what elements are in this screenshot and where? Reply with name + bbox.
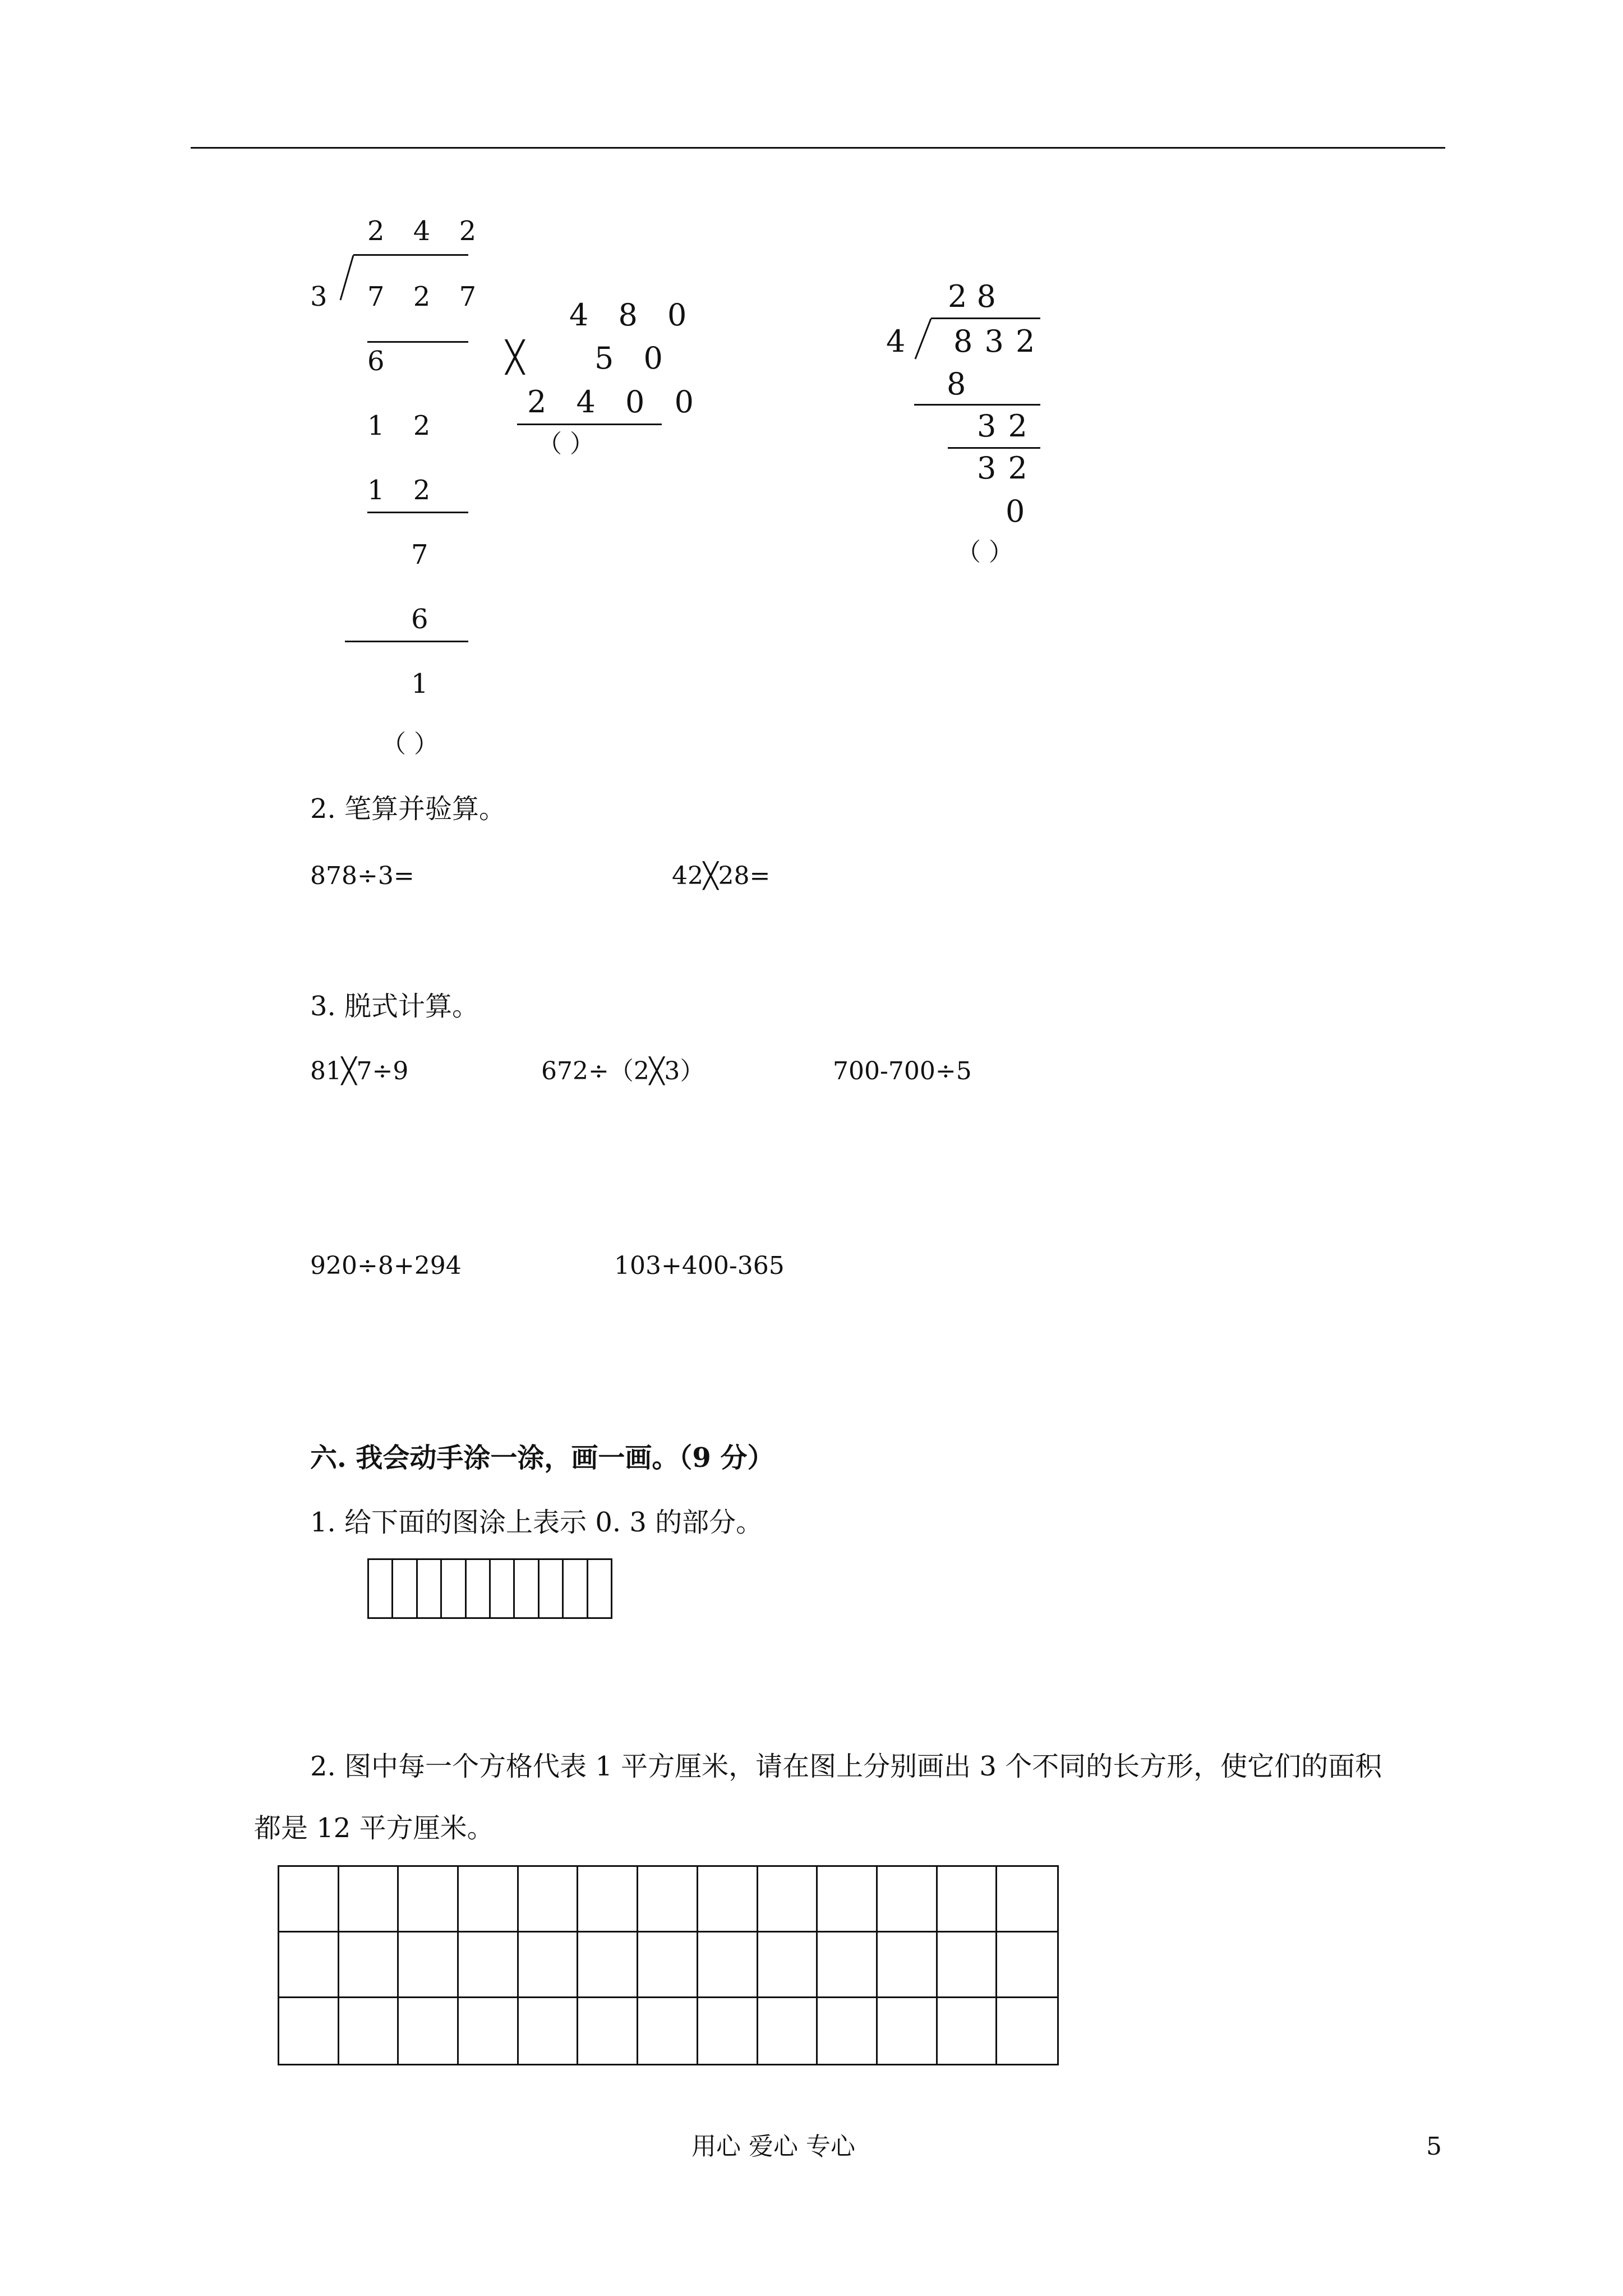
section2-problem-2: 42╳28= xyxy=(672,862,771,890)
grid-cell[interactable] xyxy=(459,1867,519,1932)
grid-cell[interactable] xyxy=(578,1867,638,1932)
division1-dividend: 7 2 7 xyxy=(367,281,487,312)
section2-problem-1: 878÷3= xyxy=(310,862,414,890)
division2-answer-paren: （ ） xyxy=(956,538,1013,567)
grid-cell[interactable] xyxy=(638,1998,698,2064)
division1-quotient: 2 4 2 xyxy=(367,215,487,247)
tenths-cell[interactable] xyxy=(540,1560,564,1617)
grid-cell[interactable] xyxy=(279,1932,339,1998)
multiplication-times-sign: ╳ xyxy=(506,339,524,375)
tenths-cell[interactable] xyxy=(564,1560,588,1617)
division2-dividend: 8 3 2 xyxy=(953,324,1036,359)
grid-cell[interactable] xyxy=(997,1867,1057,1932)
division1-divisor: 3 xyxy=(310,281,328,312)
division1-answer-paren: （ ） xyxy=(381,730,439,758)
grid-cell[interactable] xyxy=(997,1998,1057,2064)
division1-remainder: 1 xyxy=(411,668,428,700)
division2-bracket-slash xyxy=(915,319,931,359)
grid-cell[interactable] xyxy=(459,1998,519,2064)
division2-step2: 3 2 xyxy=(977,408,1029,444)
grid-cell[interactable] xyxy=(339,1867,399,1932)
division2-step3: 3 2 xyxy=(977,450,1029,486)
grid-cell[interactable] xyxy=(818,1998,878,2064)
grid-cell[interactable] xyxy=(878,1932,938,1998)
grid-cell[interactable] xyxy=(758,1867,818,1932)
multiplication-bottom: 5 0 xyxy=(594,341,673,376)
division1-step5: 6 xyxy=(411,604,428,635)
grid-cell[interactable] xyxy=(578,1932,638,1998)
grid-cell[interactable] xyxy=(519,1932,579,1998)
grid-cell[interactable] xyxy=(878,1867,938,1932)
grid-cell[interactable] xyxy=(279,1867,339,1932)
square-centimeter-grid[interactable] xyxy=(278,1865,1059,2065)
grid-cell[interactable] xyxy=(698,1998,758,2064)
section3-problem-2: 672÷（2╳3） xyxy=(541,1057,705,1085)
division2-divisor: 4 xyxy=(886,324,906,359)
grid-cell[interactable] xyxy=(399,1867,459,1932)
footer-motto: 用心 爱心 专心 xyxy=(691,2132,855,2161)
section3-problem-1: 81╳7÷9 xyxy=(310,1057,409,1085)
division1-step3: 1 2 xyxy=(367,475,441,506)
division1-step4: 7 xyxy=(411,539,428,570)
grid-cell[interactable] xyxy=(578,1998,638,2064)
tenths-cell[interactable] xyxy=(515,1560,539,1617)
multiplication-answer-paren: （ ） xyxy=(537,430,594,458)
grid-cell[interactable] xyxy=(399,1998,459,2064)
tenths-cell[interactable] xyxy=(418,1560,442,1617)
section6-heading: 六. 我会动手涂一涂，画一画。（9 分） xyxy=(310,1442,774,1474)
grid-cell[interactable] xyxy=(519,1867,579,1932)
tenths-cell[interactable] xyxy=(467,1560,491,1617)
division1-bracket-slash xyxy=(340,255,353,300)
section6-question-2-line2: 都是 12 平方厘米。 xyxy=(254,1812,494,1844)
division1-step1: 6 xyxy=(367,346,385,377)
division2-remainder: 0 xyxy=(1006,494,1025,529)
section6-question-1: 1. 给下面的图涂上表示 0. 3 的部分。 xyxy=(310,1507,763,1538)
section3-title: 3. 脱式计算。 xyxy=(310,991,479,1022)
grid-cell[interactable] xyxy=(279,1998,339,2064)
division2-quotient: 2 8 xyxy=(948,279,996,314)
section3-problem-5: 103+400-365 xyxy=(614,1251,785,1280)
grid-cell[interactable] xyxy=(938,1998,998,2064)
tenths-cell[interactable] xyxy=(369,1560,393,1617)
grid-cell[interactable] xyxy=(698,1867,758,1932)
tenths-strip[interactable] xyxy=(367,1558,612,1619)
division1-step2: 1 2 xyxy=(367,410,441,441)
grid-cell[interactable] xyxy=(818,1867,878,1932)
section6-question-2-line1: 2. 图中每一个方格代表 1 平方厘米，请在图上分别画出 3 个不同的长方形，使它们的面积 xyxy=(310,1751,1382,1782)
multiplication-product: 2 4 0 0 xyxy=(527,384,704,420)
grid-cell[interactable] xyxy=(938,1932,998,1998)
division2-step1: 8 xyxy=(947,366,966,402)
grid-cell[interactable] xyxy=(698,1932,758,1998)
grid-cell[interactable] xyxy=(758,1998,818,2064)
grid-cell[interactable] xyxy=(339,1998,399,2064)
grid-cell[interactable] xyxy=(758,1932,818,1998)
section3-problem-3: 700-700÷5 xyxy=(833,1057,972,1085)
section2-title: 2. 笔算并验算。 xyxy=(310,793,506,825)
grid-cell[interactable] xyxy=(638,1932,698,1998)
grid-cell[interactable] xyxy=(339,1932,399,1998)
grid-cell[interactable] xyxy=(459,1932,519,1998)
grid-cell[interactable] xyxy=(818,1932,878,1998)
tenths-cell[interactable] xyxy=(393,1560,417,1617)
grid-cell[interactable] xyxy=(938,1867,998,1932)
grid-cell[interactable] xyxy=(997,1932,1057,1998)
grid-cell[interactable] xyxy=(519,1998,579,2064)
section3-problem-4: 920÷8+294 xyxy=(310,1251,462,1280)
grid-cell[interactable] xyxy=(399,1932,459,1998)
tenths-cell[interactable] xyxy=(442,1560,466,1617)
grid-cell[interactable] xyxy=(638,1867,698,1932)
grid-cell[interactable] xyxy=(878,1998,938,2064)
tenths-cell[interactable] xyxy=(491,1560,515,1617)
tenths-cell[interactable] xyxy=(588,1560,611,1617)
multiplication-top: 4 8 0 xyxy=(569,297,697,333)
page-number: 5 xyxy=(1426,2132,1442,2161)
